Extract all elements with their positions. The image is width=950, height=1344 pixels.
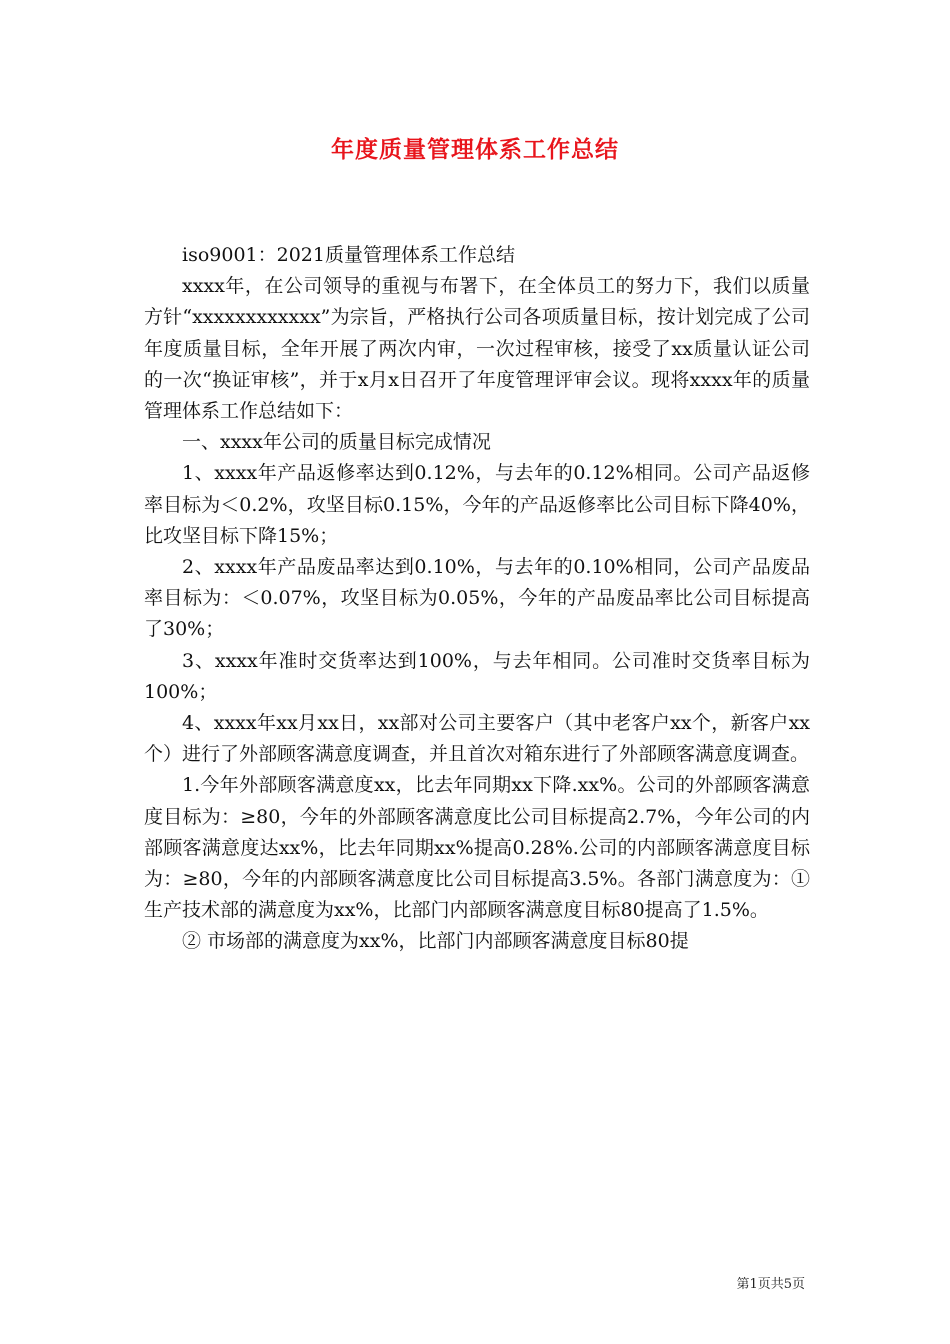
paragraph-item-4: 4、xxxx年xx月xx日，xx部对公司主要客户（其中老客户xx个，新客户xx个）进行了外部顾客满意度调查，并且首次对箱东进行了外部顾客满意度调查。 (144, 712, 810, 766)
document-body (144, 240, 810, 958)
paragraph-satisfaction: 1.今年外部顾客满意度xx，比去年同期xx下降.xx%。公司的外部顾客满意度目标为：≥80，今年的外部顾客满意度比公司目标提高2.7%，今年公司的内部顾客满意度达xx%，比去年同期xx%提高0.28%.公司的内部顾客满意度目标为：≥80，今年的内部顾客满意度比公司目标提高3.5%。各部门满意度为：①生产技术部的满意度为xx%，比部门内部顾客满意度目标80提高了1.5%。 (144, 774, 810, 922)
paragraph-subtitle: iso9001：2021质量管理体系工作总结 (182, 244, 515, 266)
page-number: 第1页共5页 (736, 1277, 805, 1292)
paragraph-intro: xxxx年，在公司领导的重视与布署下，在全体员工的努力下，我们以质量方针“xxxxxxxxxxxx”为宗旨，严格执行公司各项质量目标，按计划完成了公司年度质量目标，全年开展了两次内审，一次过程审核，接受了xx质量认证公司的一次“换证审核”，并于x月x日召开了年度管理评审会议。现将xxxx年的质量管理体系工作总结如下： (144, 275, 810, 423)
paragraph-item-1: 1、xxxx年产品返修率达到0.12%，与去年的0.12%相同。公司产品返修率目标为＜0.2%，攻坚目标0.15%，今年的产品返修率比公司目标下降40%，比攻坚目标下降15%； (144, 462, 810, 547)
paragraph-item-2: 2、xxxx年产品废品率达到0.10%，与去年的0.10%相同，公司产品废品率目标为：＜0.07%，攻坚目标为0.05%，今年的产品废品率比公司目标提高了30%； (144, 556, 810, 641)
paragraph-market-dept: ② 市场部的满意度为xx%，比部门内部顾客满意度目标80提 (182, 930, 689, 953)
paragraph-item-3: 3、xxxx年准时交货率达到100%，与去年相同。公司准时交货率目标为100%； (144, 649, 810, 703)
document-title: 年度质量管理体系工作总结 (331, 136, 619, 163)
section-heading-1: 一、xxxx年公司的质量目标完成情况 (182, 431, 491, 454)
